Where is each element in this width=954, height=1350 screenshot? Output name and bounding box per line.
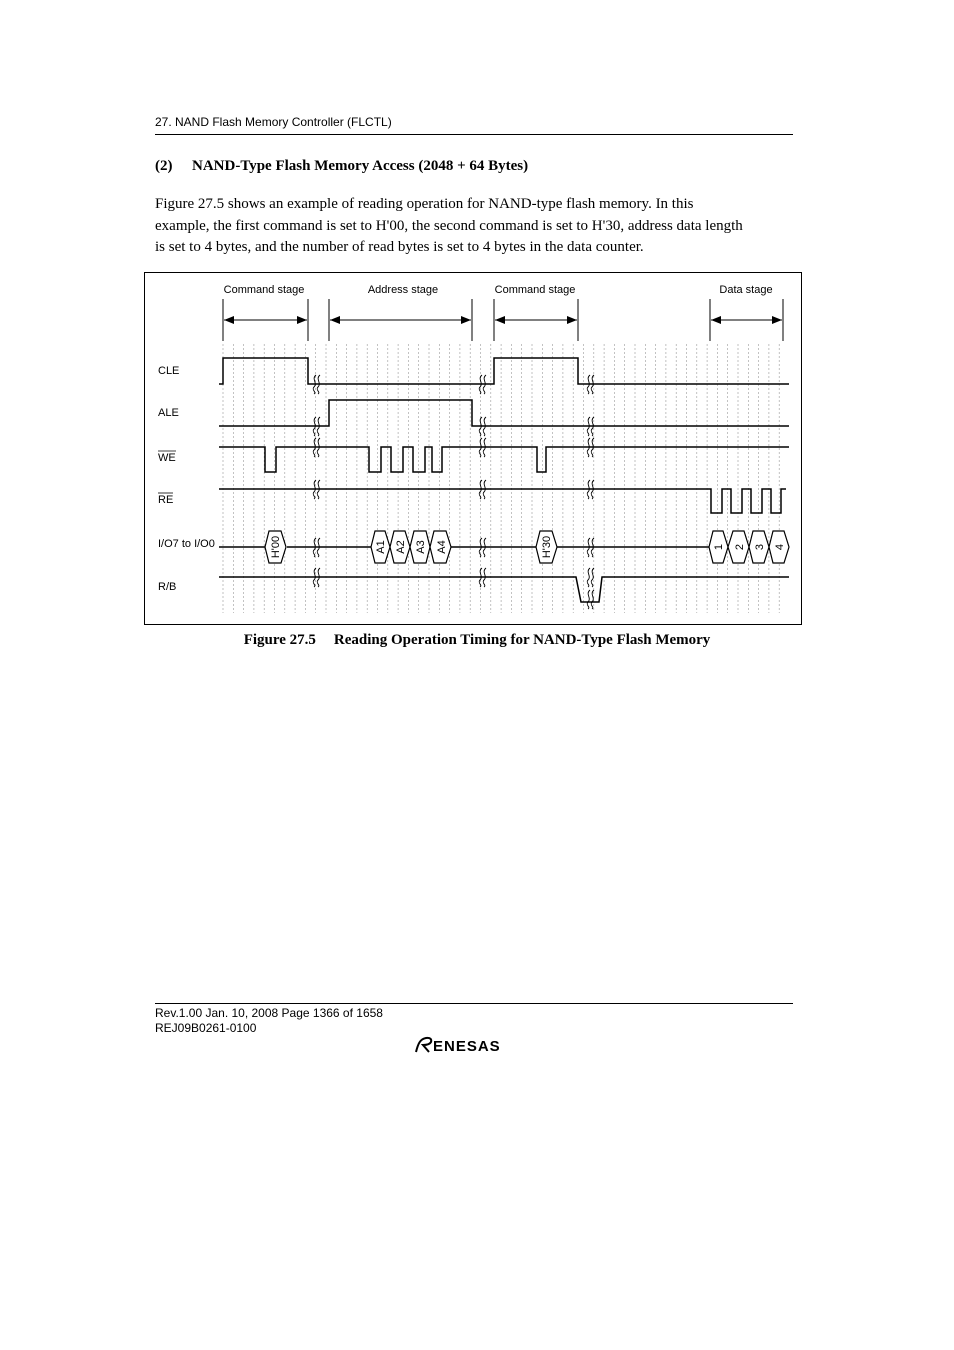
body-paragraph bbox=[155, 194, 795, 259]
timing-diagram bbox=[145, 273, 801, 624]
bus-value: A1 bbox=[375, 540, 387, 554]
paragraph-line: Figure 27.5 shows an example of reading operation for NAND-type flash memory. In this bbox=[155, 196, 694, 212]
bus-value: H'00 bbox=[270, 535, 282, 559]
svg-text:ENESAS: ENESAS bbox=[433, 1038, 501, 1055]
stage-label-address: Address stage bbox=[367, 284, 439, 296]
re-waveform bbox=[219, 489, 786, 513]
signal-label-io: I/O7 to I/O0 bbox=[158, 538, 215, 550]
stage-label-command-1: Command stage bbox=[223, 284, 305, 296]
page-footer bbox=[155, 1006, 383, 1036]
footer-docnum: REJ09B0261-0100 bbox=[155, 1021, 257, 1035]
bus-value: 2 bbox=[734, 543, 746, 551]
signal-label-ale: ALE bbox=[158, 407, 179, 419]
bus-value: 1 bbox=[713, 543, 725, 551]
we-waveform bbox=[219, 447, 789, 472]
break-mark bbox=[587, 590, 590, 609]
timing-diagram-frame bbox=[144, 272, 802, 625]
break-mark bbox=[587, 568, 590, 587]
rb-waveform bbox=[219, 577, 789, 602]
signal-label-cle: CLE bbox=[158, 365, 180, 377]
cle-waveform bbox=[219, 358, 789, 384]
section-title: NAND-Type Flash Memory Access (2048 + 64 Bytes) bbox=[192, 158, 529, 174]
paragraph-line: is set to 4 bytes, and the number of read bytes is set to 4 bytes in the data counter. bbox=[155, 239, 644, 255]
running-header: 27. NAND Flash Memory Controller (FLCTL) bbox=[155, 115, 392, 129]
header-rule bbox=[155, 134, 793, 135]
stage-label-command-2: Command stage bbox=[494, 284, 576, 296]
signal-label-re: RE bbox=[158, 494, 174, 506]
stage-label-data: Data stage bbox=[719, 284, 773, 296]
bus-value: A3 bbox=[415, 540, 427, 554]
bus-value: H'30 bbox=[541, 535, 553, 559]
renesas-logo bbox=[414, 1034, 534, 1061]
paragraph-line: example, the first command is set to H'00, the second command is set to H'30, address data length bbox=[155, 217, 743, 234]
ale-waveform bbox=[219, 400, 789, 426]
footer-revision: Rev.1.00 Jan. 10, 2008 Page 1366 of 1658 bbox=[155, 1006, 383, 1020]
renesas-logo-mark bbox=[414, 1034, 534, 1056]
section-number: (2) bbox=[155, 158, 173, 174]
caption-label: Figure 27.5 bbox=[243, 632, 316, 648]
bus-value: A2 bbox=[395, 540, 407, 554]
figure-caption bbox=[0, 632, 954, 649]
footer-rule bbox=[155, 1003, 793, 1004]
signal-label-rb: R/B bbox=[158, 581, 177, 593]
bus-value: A4 bbox=[436, 540, 448, 554]
bus-value: 4 bbox=[774, 543, 786, 551]
caption-title: Reading Operation Timing for NAND-Type Flash Memory bbox=[333, 632, 711, 648]
section-heading bbox=[155, 158, 528, 175]
bus-value: 3 bbox=[754, 543, 766, 551]
signal-label-we: WE bbox=[158, 452, 176, 464]
